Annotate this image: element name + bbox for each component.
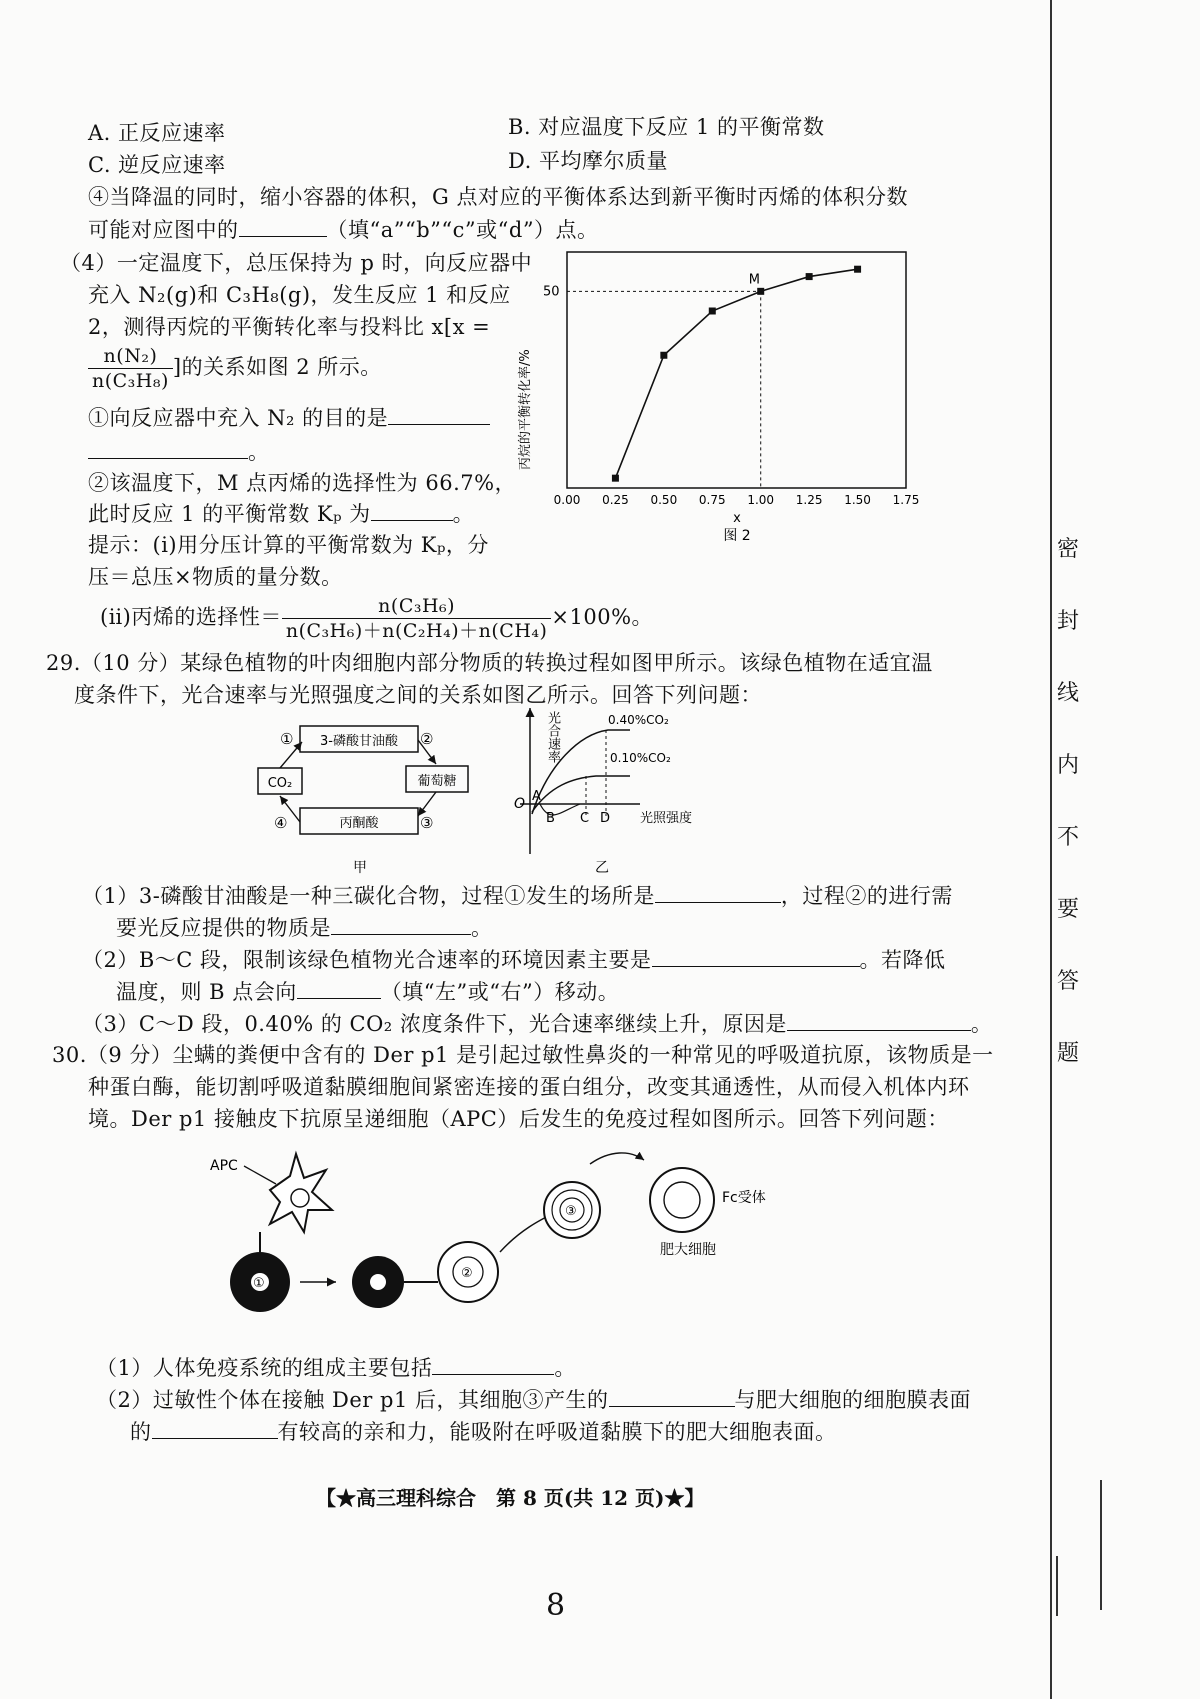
option-c: C. 逆反应速率 bbox=[88, 153, 226, 177]
q30-line2: 种蛋白酶，能切割呼吸道黏膜细胞间紧密连接的蛋白组分，改变其通透性，从而侵入机体内环 bbox=[88, 1075, 970, 1099]
q28-sub1-continuation bbox=[88, 436, 270, 467]
figure-2-chart bbox=[515, 240, 920, 550]
conversion-series-line bbox=[615, 269, 857, 478]
selectivity-denominator: n(C₃H₆)＋n(C₂H₄)＋n(CH₄) bbox=[285, 620, 548, 642]
yi-x-label: 光照强度 bbox=[640, 811, 693, 826]
data-point bbox=[757, 288, 764, 295]
q28-sub2-line2 bbox=[88, 498, 474, 529]
caption-yi: 乙 bbox=[595, 860, 609, 876]
hint-line3 bbox=[100, 594, 653, 643]
q30-q2-text-a: （2）过敏性个体在接触 Der p1 后，其细胞③产生的 bbox=[96, 1388, 609, 1412]
yi-y-label-text: 光合速率 bbox=[508, 711, 560, 726]
answer-blank[interactable] bbox=[371, 498, 453, 521]
num-3: ③ bbox=[420, 814, 434, 832]
q30-q1-text-b: 。 bbox=[554, 1356, 576, 1380]
q28-sub1-end: 。 bbox=[248, 440, 270, 464]
label-glucose: 葡萄糖 bbox=[417, 774, 457, 789]
cell-1-number: ① bbox=[253, 1276, 265, 1291]
q29-q2-text-b: 。若降低 bbox=[859, 948, 946, 972]
binding-tick-right bbox=[1100, 1480, 1102, 1610]
data-point bbox=[612, 475, 619, 482]
yi-origin: O bbox=[514, 796, 526, 812]
figure-jia bbox=[240, 712, 490, 882]
sidebar-char: 密 bbox=[1056, 537, 1079, 562]
data-points bbox=[612, 266, 861, 482]
q29-q1-line1 bbox=[82, 880, 953, 911]
data-point bbox=[660, 352, 667, 359]
immune-process-figure bbox=[200, 1140, 800, 1340]
m-guides bbox=[567, 291, 761, 488]
arrow-3 bbox=[418, 792, 436, 816]
sidebar-char: 线 bbox=[1056, 681, 1079, 706]
q29-q3-text-a: （3）C～D 段，0.40% 的 CO₂ 浓度条件下，光合速率继续上升，原因是 bbox=[82, 1012, 787, 1036]
q30-q2-line1 bbox=[96, 1384, 971, 1415]
label-010: 0.10%CO₂ bbox=[610, 751, 671, 765]
data-point bbox=[854, 266, 861, 273]
q29-q2-text-a: （2）B～C 段，限制该绿色植物光合速率的环境因素主要是 bbox=[82, 948, 652, 972]
answer-blank[interactable] bbox=[655, 880, 781, 903]
sidebar-char: 内 bbox=[1056, 753, 1079, 778]
x-tick-label: 0.75 bbox=[698, 493, 726, 507]
mast-cell bbox=[650, 1168, 714, 1232]
fc-receptor-label: Fc受体 bbox=[722, 1190, 766, 1206]
answer-blank[interactable] bbox=[787, 1008, 971, 1031]
q29-q1-text-b: ，过程②的进行需 bbox=[780, 884, 953, 908]
answer-blank[interactable] bbox=[652, 944, 860, 967]
x-axis-label: x bbox=[733, 511, 741, 526]
q30-line1: 30.（9 分）尘螨的粪便中含有的 Der p1 是引起过敏性鼻炎的一种常见的呼吸道抗原，该物质是一 bbox=[52, 1043, 994, 1067]
q28-sub1 bbox=[88, 402, 490, 433]
q29-q2-line2 bbox=[116, 976, 619, 1007]
sidebar-char: 答 bbox=[1056, 969, 1079, 994]
ratio-fraction bbox=[88, 344, 173, 393]
answer-blank[interactable] bbox=[609, 1384, 735, 1407]
x-tick-label: 0.00 bbox=[553, 493, 581, 507]
q29-q1-text-c: 要光反应提供的物质是 bbox=[116, 916, 331, 940]
answer-blank[interactable] bbox=[432, 1352, 554, 1375]
label-3pga: 3-磷酸甘油酸 bbox=[320, 734, 398, 749]
selectivity-fraction bbox=[282, 594, 552, 643]
q29-q1-text-d: 。 bbox=[471, 916, 493, 940]
sidebar-char: 要 bbox=[1056, 897, 1079, 922]
ratio-denominator: n(C₃H₈) bbox=[92, 370, 169, 392]
apc-pointer bbox=[244, 1166, 276, 1184]
ratio-numerator: n(N₂) bbox=[88, 344, 173, 369]
q28-part4-line3: 2，测得丙烷的平衡转化率与投料比 x[x = bbox=[88, 315, 491, 339]
page-footer: 【★高三理科综合 第 8 页(共 12 页)★】 bbox=[316, 1486, 705, 1510]
q28-sub2-suffix: 。 bbox=[452, 502, 475, 526]
q30-line3: 境。Der p1 接触皮下抗原呈递细胞（APC）后发生的免疫过程如图所示。回答下列问题： bbox=[88, 1107, 949, 1131]
q30-q2-text-d: 有较高的亲和力，能吸附在呼吸道黏膜下的肥大细胞表面。 bbox=[277, 1420, 837, 1444]
mast-cell-label: 肥大细胞 bbox=[660, 1242, 716, 1258]
yi-y-label bbox=[508, 710, 561, 763]
answer-blank[interactable] bbox=[331, 912, 471, 935]
q30-q1-text-a: （1）人体免疫系统的组成主要包括 bbox=[96, 1356, 433, 1380]
ratio-tail: ]的关系如图 2 所示。 bbox=[172, 355, 382, 379]
selectivity-numerator: n(C₃H₆) bbox=[282, 594, 552, 619]
label-040: 0.40%CO₂ bbox=[608, 713, 669, 727]
q28-part4-line1: （4）一定温度下，总压保持为 p 时，向反应器中 bbox=[60, 251, 533, 275]
sidebar-char: 题 bbox=[1056, 1041, 1079, 1066]
q28-part4-line4 bbox=[88, 344, 382, 393]
q29-q2-line1 bbox=[82, 944, 946, 975]
num-4: ④ bbox=[274, 814, 288, 832]
curve-040 bbox=[532, 730, 630, 814]
answer-blank[interactable] bbox=[152, 1416, 278, 1439]
answer-blank[interactable] bbox=[239, 214, 327, 237]
chart-caption: 图 2 bbox=[723, 528, 751, 544]
q30-q2-text-b: 与肥大细胞的细胞膜表面 bbox=[734, 1388, 971, 1412]
q29-q1-line2 bbox=[116, 912, 493, 943]
x-tick-label: 1.50 bbox=[844, 493, 871, 507]
binding-line bbox=[1050, 0, 1052, 1699]
selectivity-prefix: (ⅱ)丙烯的选择性＝ bbox=[100, 605, 282, 629]
arrow-3-mast bbox=[590, 1153, 644, 1164]
x-tick-label: 0.50 bbox=[650, 493, 678, 507]
y-tick-50: 50 bbox=[543, 284, 560, 300]
hint-line2: 压＝总压×物质的量分数。 bbox=[88, 565, 343, 589]
figure-yi bbox=[500, 704, 730, 882]
q29-q2-text-c: 温度，则 B 点会向 bbox=[116, 980, 297, 1004]
q28-sub2-line1: ②该温度下，M 点丙烯的选择性为 66.7%， bbox=[88, 471, 517, 495]
x-axis-ticks bbox=[554, 493, 920, 507]
cell-1b-core bbox=[370, 1274, 386, 1290]
x-tick-label: 1.75 bbox=[892, 493, 920, 507]
q30-q2-text-c: 的 bbox=[130, 1420, 152, 1444]
label-co2: CO₂ bbox=[267, 776, 293, 791]
q28-item4-prefix: 可能对应图中的 bbox=[88, 218, 239, 242]
answer-blank[interactable] bbox=[88, 436, 248, 459]
q29-line1: 29.（10 分）某绿色植物的叶肉细胞内部分物质的转换过程如图甲所示。该绿色植物在适宜温 bbox=[46, 651, 933, 675]
point-c: C bbox=[580, 811, 590, 826]
q28-item4-suffix: （填“a”“b”“c”或“d”）点。 bbox=[326, 218, 599, 242]
plot-frame bbox=[567, 252, 906, 488]
point-m-label: M bbox=[748, 272, 760, 288]
point-a: A bbox=[532, 789, 541, 804]
q29-q1-text-a: （1）3-磷酸甘油酸是一种三碳化合物，过程①发生的场所是 bbox=[82, 884, 655, 908]
point-b: B bbox=[546, 811, 555, 826]
label-pyruvate: 丙酮酸 bbox=[339, 816, 379, 831]
q29-q2-text-d: （填“左”或“右”）移动。 bbox=[380, 980, 620, 1004]
hint-line1: 提示：(ⅰ)用分压计算的平衡常数为 Kₚ，分 bbox=[88, 533, 489, 557]
x-tick-label: 1.00 bbox=[747, 493, 775, 507]
binding-tick bbox=[1056, 1556, 1058, 1616]
answer-blank[interactable] bbox=[388, 402, 490, 425]
option-a: A. 正反应速率 bbox=[88, 121, 226, 145]
x-tick-label: 0.25 bbox=[602, 493, 629, 507]
data-point bbox=[709, 308, 716, 315]
q30-q1-line bbox=[96, 1352, 576, 1383]
apc-cell bbox=[270, 1154, 332, 1232]
cell-3-number: ③ bbox=[565, 1204, 577, 1219]
x-tick-label: 1.25 bbox=[795, 493, 823, 507]
q28-sub1-text: ①向反应器中充入 N₂ 的目的是 bbox=[88, 406, 389, 430]
q28-sub2-prefix: 此时反应 1 的平衡常数 Kₚ 为 bbox=[88, 502, 371, 526]
q29-q3-line bbox=[82, 1008, 992, 1039]
data-point bbox=[806, 273, 813, 280]
q30-q2-line2 bbox=[130, 1416, 837, 1447]
point-d: D bbox=[600, 811, 611, 826]
num-1: ① bbox=[280, 730, 294, 748]
q28-part4-line2: 充入 N₂(g)和 C₃H₈(g)，发生反应 1 和反应 bbox=[88, 283, 511, 307]
sidebar-char: 封 bbox=[1056, 609, 1079, 634]
option-b: B. 对应温度下反应 1 的平衡常数 bbox=[508, 115, 825, 139]
answer-blank[interactable] bbox=[297, 976, 381, 999]
caption-jia: 甲 bbox=[353, 860, 367, 876]
y-axis-label: 丙烷的平衡转化率/% bbox=[518, 349, 533, 470]
q28-item4-line1: ④当降温的同时，缩小容器的体积，G 点对应的平衡体系达到新平衡时丙烯的体积分数 bbox=[88, 185, 908, 209]
q29-q3-text-b: 。 bbox=[970, 1012, 993, 1036]
q29-line2: 度条件下，光合速率与光照强度之间的关系如图乙所示。回答下列问题： bbox=[74, 683, 762, 707]
cell-2-number: ② bbox=[461, 1266, 473, 1281]
page-number: 8 bbox=[546, 1588, 566, 1623]
option-d: D. 平均摩尔质量 bbox=[508, 149, 668, 173]
apc-label: APC bbox=[210, 1158, 238, 1174]
sidebar-char: 不 bbox=[1056, 825, 1079, 850]
num-2: ② bbox=[420, 730, 434, 748]
selectivity-suffix: ×100%。 bbox=[551, 605, 654, 629]
